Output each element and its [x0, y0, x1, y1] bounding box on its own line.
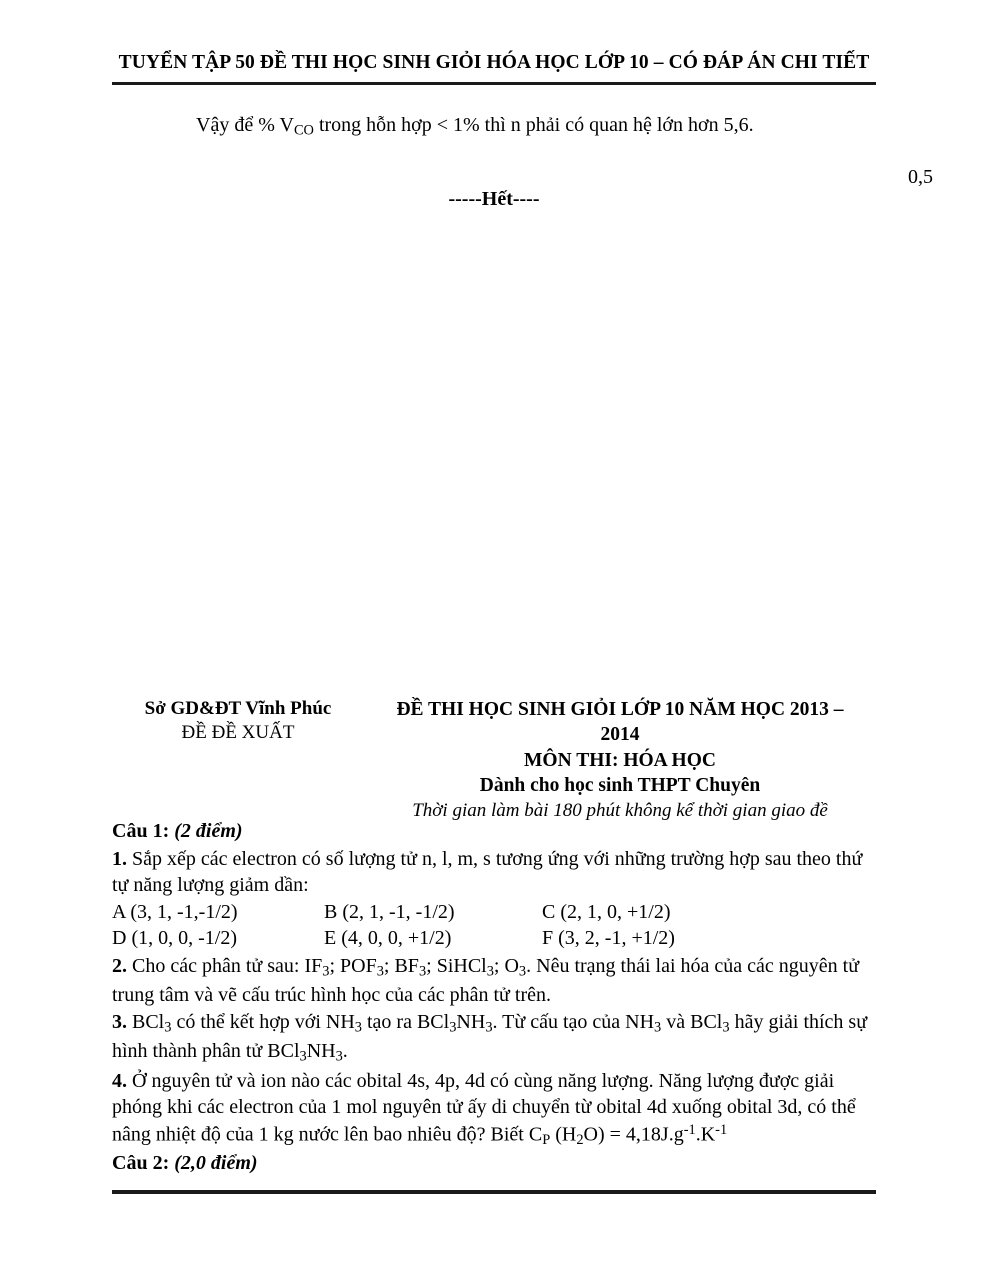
question-2-heading — [112, 1150, 876, 1177]
top-paragraph-subscript: CO — [293, 122, 314, 139]
item-3-sub-2: 3 — [354, 1019, 362, 1036]
question-2-label: Câu 2: — [112, 1152, 170, 1175]
item-4-sup-1: -1 — [683, 1122, 696, 1138]
item-3-sub-3: 3 — [449, 1019, 457, 1036]
top-paragraph — [196, 112, 896, 141]
question-1-points: (2 điểm) — [169, 820, 243, 842]
question-1-heading — [112, 818, 876, 845]
questions-body — [112, 818, 876, 1177]
item-3-sub-1: 3 — [164, 1019, 172, 1036]
item-4-number: 4. — [112, 1069, 127, 1092]
item-4-text-a: Ở nguyên tử và ion nào các obital 4s, 4p, 4d có cùng năng lượng. Năng lượng được giải phóng khi các electron của 1 mol nguyên tử ấy di chuyển từ obital 4d xuống obital 3d, có thể nâng nhiệt độ của 1 kg nước lên bao nhiêu độ? Biết C — [112, 1069, 856, 1146]
exam-duration: Thời gian làm bài 180 phút không kể thời gian giao đề — [412, 799, 828, 821]
item-4-sup-2: -1 — [715, 1122, 728, 1138]
answer-option-c: C (2, 1, 0, +1/2) — [542, 900, 671, 923]
answer-row-1 — [112, 899, 876, 926]
item-2-number: 2. — [112, 954, 127, 977]
item-2-text-f: . Nêu trạng thái lai hóa của các nguyên tử trung tâm và vẽ cấu trúc hình học của các phân tử trên. — [112, 954, 860, 1006]
top-paragraph-suffix: trong hỗn hợp < 1% thì n phải có quan hệ lớn hơn 5,6. — [313, 114, 754, 136]
item-1-number: 1. — [112, 847, 127, 870]
item-3-text-e: . Từ cấu tạo của NH — [492, 1011, 655, 1034]
item-2-text-a: Cho các phân tử sau: IF — [127, 954, 323, 977]
item-2-sub-1: 3 — [322, 963, 330, 980]
item-3-sub-8: 3 — [335, 1048, 343, 1065]
answer-option-f: F (3, 2, -1, +1/2) — [542, 927, 675, 950]
answer-option-d: D (1, 0, 0, -1/2) — [112, 927, 237, 950]
item-3-text-a: BCl — [127, 1011, 165, 1034]
page-header-title: TUYỂN TẬP 50 ĐỀ THI HỌC SINH GIỎI HÓA HỌC LỚP 10 – CÓ ĐÁP ÁN CHI TIẾT — [118, 52, 870, 73]
item-3-sub-6: 3 — [722, 1019, 730, 1036]
exam-heading-block — [112, 698, 876, 823]
item-3-text-b: có thể kết hợp với NH — [171, 1011, 355, 1034]
exam-audience: Dành cho học sinh THPT Chuyên — [479, 775, 761, 797]
item-2-text-e: ; O — [493, 954, 519, 977]
item-4-sub-p: P — [542, 1132, 551, 1149]
item-2-text-c: ; BF — [383, 954, 419, 977]
top-paragraph-prefix: Vậy để % V — [196, 114, 294, 136]
question-2-points: (2,0 điểm) — [169, 1152, 258, 1175]
question-1-item-4 — [112, 1068, 876, 1150]
question-1-item-3 — [112, 1009, 876, 1067]
question-1-label: Câu 1: — [112, 820, 170, 842]
end-marker: -----Hết---- — [448, 188, 540, 210]
header-divider — [112, 82, 876, 85]
item-3-text-f: và BCl — [661, 1011, 723, 1034]
item-3-sub-4: 3 — [485, 1019, 493, 1036]
exam-title-line1: ĐỀ THI HỌC SINH GIỎI LỚP 10 NĂM HỌC 2013 – — [396, 699, 844, 720]
answer-option-b: B (2, 1, -1, -1/2) — [324, 900, 455, 923]
answer-option-e: E (4, 0, 0, +1/2) — [324, 927, 452, 950]
footer-divider — [112, 1190, 876, 1194]
item-3-sub-7: 3 — [299, 1048, 307, 1065]
exam-proposal-label: ĐỀ ĐỀ XUẤT — [181, 722, 295, 743]
exam-department: Sở GD&ĐT Vĩnh Phúc — [144, 698, 332, 719]
item-3-number: 3. — [112, 1011, 127, 1034]
question-1-item-2 — [112, 953, 876, 1008]
item-2-text-d: ; SiHCl — [426, 954, 487, 977]
item-3-text-h: NH — [306, 1040, 336, 1063]
item-3-text-c: tạo ra BCl — [362, 1011, 450, 1034]
item-4-sub-2: 2 — [576, 1132, 584, 1149]
score-annotation: 0,5 — [908, 166, 933, 188]
item-2-sub-4: 3 — [486, 963, 494, 980]
item-3-text-i: . — [342, 1040, 348, 1063]
exam-issuer — [112, 698, 364, 744]
item-2-sub-5: 3 — [518, 963, 527, 980]
item-3-sub-5: 3 — [654, 1019, 662, 1036]
item-3-text-g: hãy giải thích sự hình thành phân tử BCl — [112, 1011, 868, 1063]
item-4-text-d: .K — [695, 1123, 716, 1146]
exam-title-line2: 2014 — [600, 723, 640, 745]
question-1-item-1 — [112, 846, 876, 899]
item-2-text-b: ; POF — [329, 954, 377, 977]
item-4-text-b: (H — [550, 1123, 577, 1146]
item-2-sub-2: 3 — [376, 963, 384, 980]
item-3-text-d: NH — [456, 1011, 486, 1034]
item-2-sub-3: 3 — [418, 963, 427, 980]
item-1-text: Sắp xếp các electron có số lượng tử n, l, m, s tương ứng với những trường hợp sau theo thứ tự năng lượng giảm dần: — [112, 847, 863, 897]
item-4-text-c: O) = 4,18J.g — [583, 1123, 684, 1146]
exam-subject: MÔN THI: HÓA HỌC — [524, 749, 716, 771]
answer-option-a: A (3, 1, -1,-1/2) — [112, 900, 238, 923]
exam-title-block — [364, 698, 876, 823]
answer-row-2 — [112, 925, 876, 952]
